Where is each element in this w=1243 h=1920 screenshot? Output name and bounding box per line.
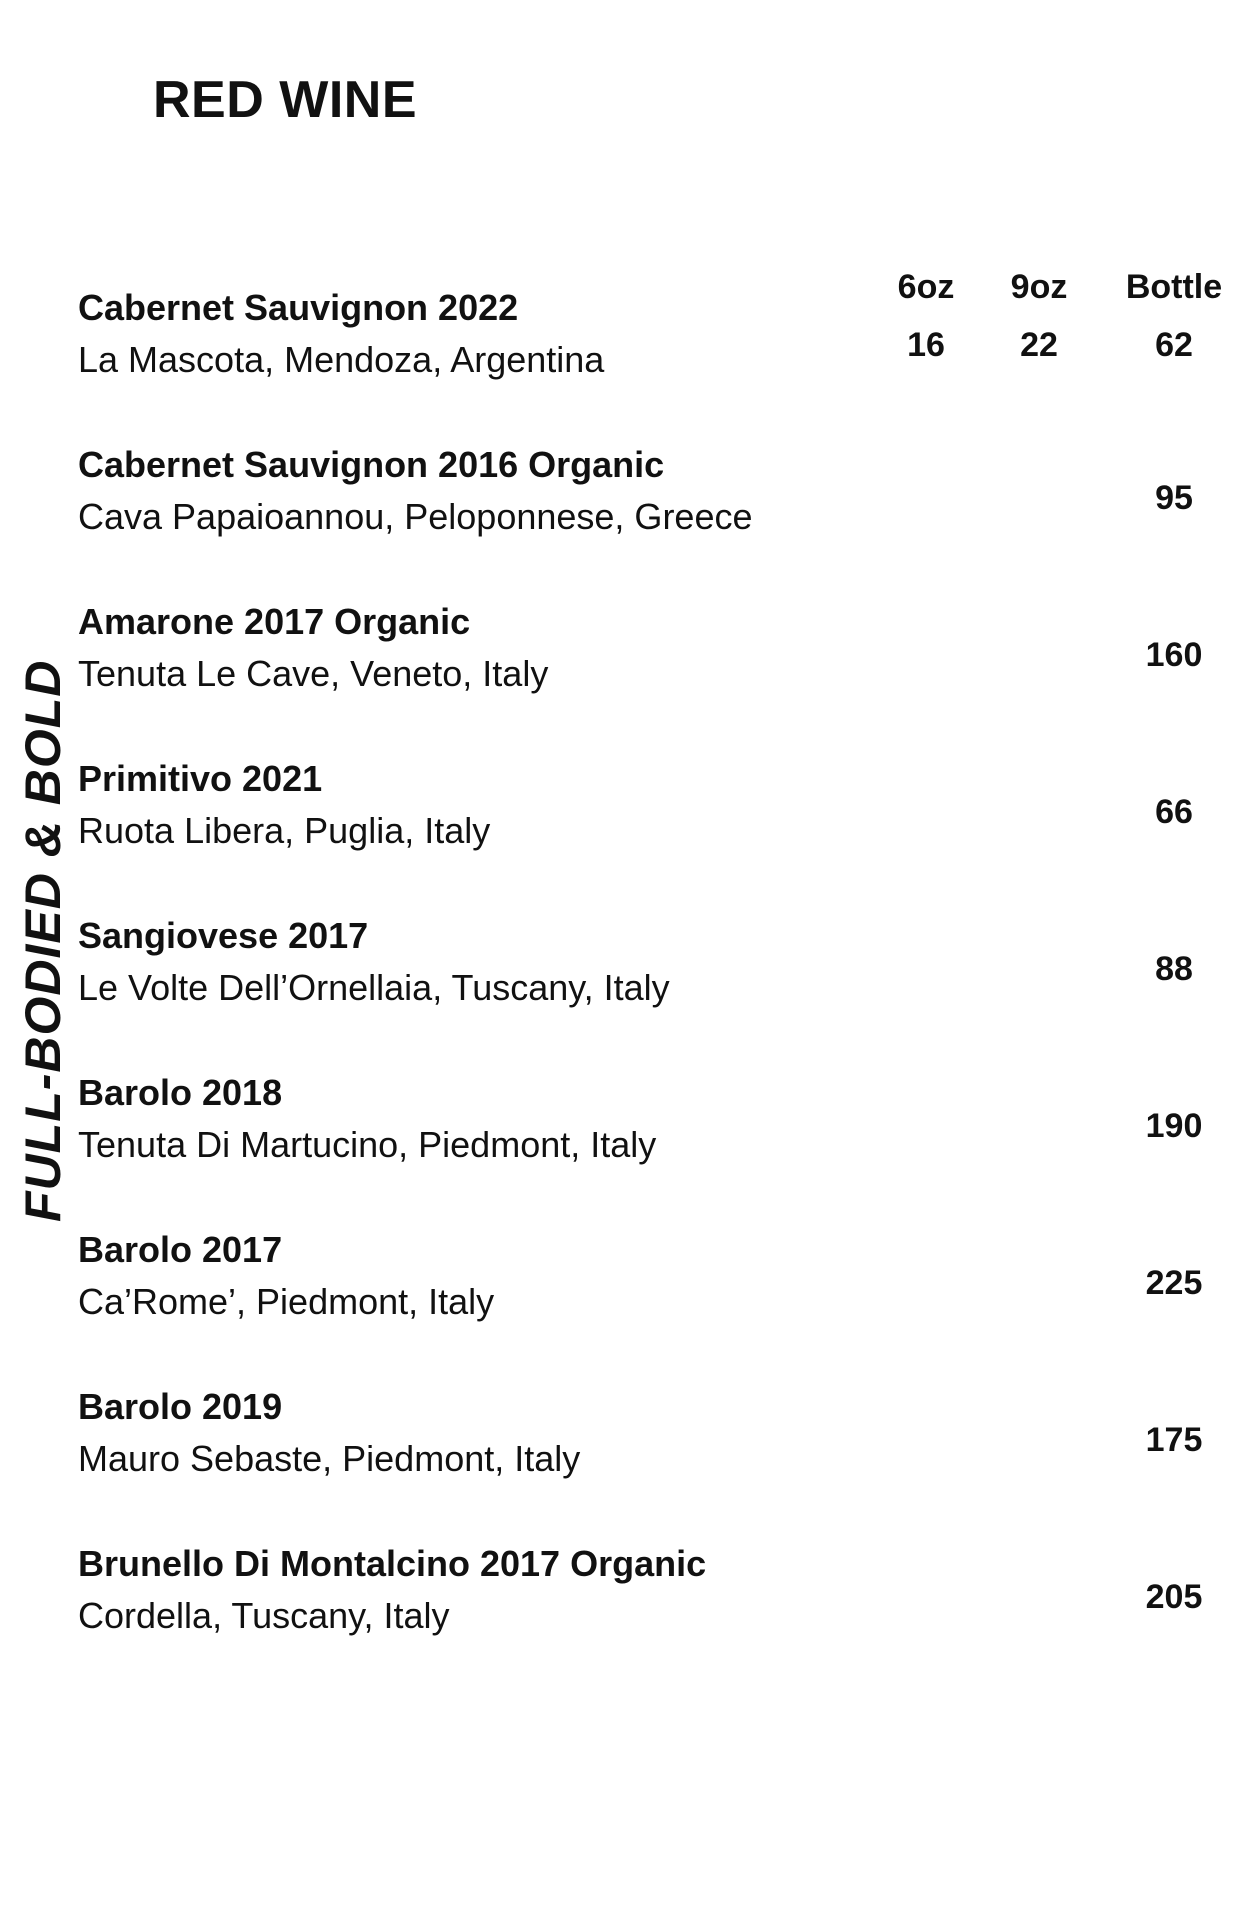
- wine-item: [78, 601, 1238, 714]
- price-bottle: 160: [1145, 636, 1203, 674]
- wine-name: Cabernet Sauvignon 2016 Organic: [78, 444, 665, 485]
- wine-name: Barolo 2019: [78, 1386, 283, 1427]
- price-6oz: 16: [907, 326, 945, 364]
- wine-origin: Cordella, Tuscany, Italy: [78, 1595, 450, 1636]
- wine-item: [78, 444, 1238, 557]
- wine-name: Barolo 2017: [78, 1229, 283, 1270]
- wine-name: Sangiovese 2017: [78, 915, 369, 956]
- wine-origin: Cava Papaioannou, Peloponnese, Greece: [78, 496, 753, 537]
- wine-name: Primitivo 2021: [78, 758, 323, 799]
- wine-origin: Ruota Libera, Puglia, Italy: [78, 810, 491, 851]
- wine-name: Barolo 2018: [78, 1072, 283, 1113]
- wine-item: [78, 1543, 1238, 1656]
- wine-name: Amarone 2017 Organic: [78, 601, 471, 642]
- wine-origin: Tenuta Le Cave, Veneto, Italy: [78, 653, 549, 694]
- price-bottle: 95: [1155, 479, 1193, 517]
- wine-item: [78, 758, 1238, 871]
- wine-origin: Tenuta Di Martucino, Piedmont, Italy: [78, 1124, 657, 1165]
- price-bottle: 205: [1145, 1578, 1203, 1616]
- price-bottle: 88: [1155, 950, 1193, 988]
- column-header-9oz: 9oz: [1010, 268, 1068, 306]
- wine-origin: La Mascota, Mendoza, Argentina: [78, 339, 605, 380]
- column-header-bottle: Bottle: [1125, 268, 1223, 306]
- wine-origin: Mauro Sebaste, Piedmont, Italy: [78, 1438, 581, 1479]
- price-bottle: 190: [1145, 1107, 1203, 1145]
- page-title: RED WINE: [153, 71, 417, 129]
- wine-item: [78, 1386, 1238, 1499]
- wine-name: Brunello Di Montalcino 2017 Organic: [78, 1543, 707, 1584]
- wine-name: Cabernet Sauvignon 2022: [78, 287, 519, 328]
- wine-origin: Le Volte Dell’Ornellaia, Tuscany, Italy: [78, 967, 670, 1008]
- wine-item: [78, 1229, 1238, 1342]
- price-9oz: 22: [1020, 326, 1058, 364]
- price-bottle: 175: [1145, 1421, 1203, 1459]
- column-header-6oz: 6oz: [897, 268, 955, 306]
- wine-item: [78, 1072, 1238, 1185]
- wine-item: [78, 915, 1238, 1028]
- price-bottle: 225: [1145, 1264, 1203, 1302]
- price-bottle: 66: [1155, 793, 1193, 831]
- price-bottle: 62: [1155, 326, 1193, 364]
- section-label: FULL-BODIED & BOLD: [15, 659, 71, 1222]
- wine-origin: Ca’Rome’, Piedmont, Italy: [78, 1281, 495, 1322]
